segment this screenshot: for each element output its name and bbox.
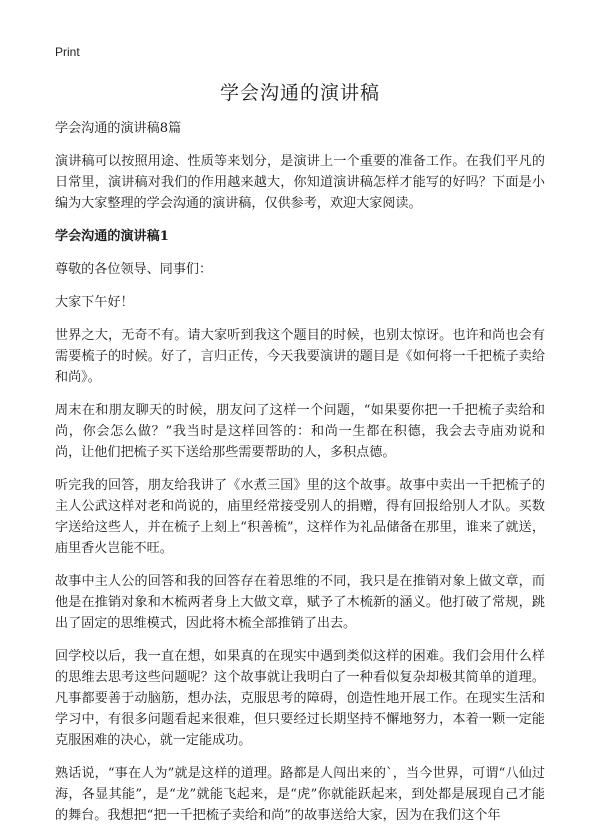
document-subtitle: 学会沟通的演讲稿8篇 [55,121,182,136]
section-heading: 学会沟通的演讲稿1 [55,229,169,244]
paragraph: 故事中主人公的回答和我的回答存在着思维的不同，我只是在推销对象上做文章，而他是在推销对象和木梳两者身上大做文章，赋予了木梳新的涵义。他打破了常规，跳出了固定的思维模式，因此将木梳全部推销了出去。 [55,574,545,631]
paragraph: 回学校以后，我一直在想，如果真的在现实中遇到类似这样的困难。我们会用什么样的思维去思考这些问题呢？这个故事就让我明白了一种看似复杂却极其简单的道理。凡事都要善于动脑筋，想办法，克服思考的障碍，创造性地开展工作。在现实生活和学习中，有很多问题看起来很难，但只要经过长期坚持不懈地努力，本着一颗一定能克服困难的决心，就一定能成功。 [55,649,545,748]
paragraph: 听完我的回答，朋友给我讲了《水煮三国》里的这个故事。故事中卖出一千把梳子的主人公武这样对老和尚说的，庙里经常接受别人的捐赠，得有回报给别人才队。买数字送给这些人，并在梳子上刻上“积善梳”，这样作为礼品储备在那里，谁来了就送，庙里香火岂能不旺。 [55,478,545,556]
intro-paragraph: 演讲稿可以按照用途、性质等来划分，是演讲上一个重要的准备工作。在我们平凡的日常里，演讲稿对我们的作用越来越大，你知道演讲稿怎样才能写的好吗？下面是小编为大家整理的学会沟通的演讲稿，仅供参考，欢迎大家阅读。 [55,154,545,211]
paragraph: 周末在和朋友聊天的时候，朋友问了这样一个问题，“如果要你把一千把梳子卖给和尚，你会怎么做？”我当时是这样回答的：和尚一生都在积德，我会去寺庙劝说和尚，让他们把梳子买下送给那些需要帮助的人，多积点德。 [55,403,545,460]
paragraph: 熟话说，“事在人为”就是这样的道理。路都是人闯出来的`，当今世界，可谓“八仙过海，各显其能”，是“龙”就能飞起来，是“虎”你就能跃起来，到处都是展现自己才能的舞台。我想把“把一千把梳子卖给和尚”的故事送给大家，因为在我们这个年 [55,766,545,823]
page-title: 学会沟通的演讲稿 [219,82,380,104]
print-label[interactable]: Print [55,45,80,59]
paragraph-hello: 大家下午好！ [55,295,134,310]
document-body [55,118,545,838]
paragraph: 世界之大，无奇不有。请大家听到我这个题目的时候，也别太惊讶。也许和尚也会有需要梳子的时候。好了，言归正传，今天我要演讲的题目是《如何将一千把梳子卖给和尚》。 [55,328,545,385]
paragraph-greeting: 尊敬的各位领导、同事们： [55,262,213,277]
